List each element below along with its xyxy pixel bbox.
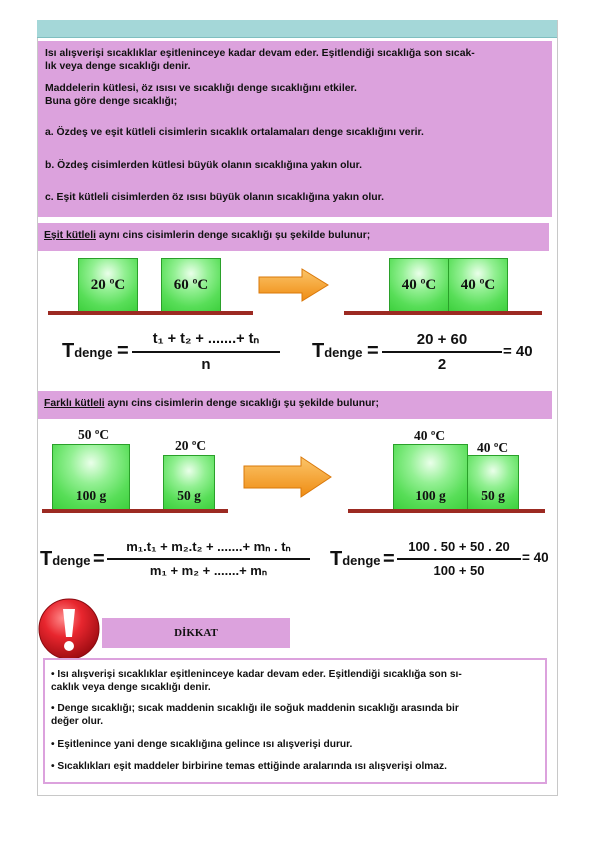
diff-mass-heading (38, 391, 552, 419)
ground-right-2 (348, 509, 545, 513)
intro-line-3: Maddelerin kütlesi, öz ısısı ve sıcaklığı denge sıcaklığını etkiler. (45, 83, 357, 94)
box-20c (78, 258, 138, 312)
example-diff-eq: = (383, 548, 395, 570)
formula-equal-T (62, 340, 113, 363)
example-equal-T (312, 340, 363, 363)
box-50g-mass: 50 g (177, 488, 201, 503)
equal-mass-heading (38, 223, 549, 251)
equal-mass-heading-rest: aynı cins cisimlerin denge sıcaklığı şu şekilde bulunur; (95, 230, 371, 241)
result-box-50g (467, 455, 519, 510)
note-2-line-2: değer olur. (51, 716, 104, 727)
intro-panel (38, 41, 552, 217)
result-box-50g-mass: 50 g (481, 488, 505, 503)
formula-diff-line (107, 558, 310, 560)
formula-equal-den: n (201, 356, 211, 373)
formula-equal-line (132, 351, 280, 353)
formula-diff-eq: = (93, 548, 105, 570)
note-4: • Sıcaklıkları eşit maddeler birbirine temas ettiğinde aralarında ısı alışverişi olmaz. (51, 761, 447, 772)
equal-mass-heading-underlined: Eşit kütleli (44, 230, 96, 241)
box-100g-mass: 100 g (75, 488, 107, 503)
box-100g (52, 444, 130, 510)
ground-right-1 (344, 311, 542, 315)
header-bar (37, 20, 557, 38)
diff-mass-heading-rest: aynı cins cisimlerin denge sıcaklığı şu şekilde bulunur; (104, 398, 379, 409)
diff-mass-heading-underlined: Farklı kütleli (44, 398, 105, 409)
result-box-100g-mass: 100 g (415, 488, 446, 503)
intro-line-1: Isı alışverişi sıcaklıklar eşitleninceye kadar devam eder. Eşitlendiği sıcaklığa son sıcak- (45, 48, 475, 59)
notes-box (43, 658, 547, 784)
box1-temp-label: 50 ºC (78, 427, 110, 442)
formula-sub: denge (74, 345, 113, 360)
arrow-right-icon (258, 268, 330, 302)
result-box-1 (389, 258, 449, 312)
example-equal-result: = 40 (503, 343, 533, 360)
formula-diff-num: m₁.t₁ + m₂.t₂ + .......+ mₙ . tₙ (126, 539, 291, 554)
result-box-100g (393, 444, 468, 510)
example-diff-T (330, 548, 381, 571)
intro-item-c: c. Eşit kütleli cisimlerden öz ısısı büyük olanın sıcaklığına yakın olur. (45, 192, 384, 203)
formula-T: T (62, 340, 75, 362)
intro-line-2: lık veya denge sıcaklığı denir. (45, 61, 191, 72)
result-box-1-label: 40 ºC (401, 277, 437, 293)
arrow-right-icon-2 (243, 456, 333, 498)
note-1-line-2: caklık veya denge sıcaklığı denir. (51, 682, 211, 693)
example-diff-line (397, 558, 521, 560)
example-equal-den: 2 (437, 356, 447, 373)
ground-left-2 (42, 509, 228, 513)
formula-diff-den: m₁ + m₂ + .......+ mₙ (149, 563, 268, 578)
result-temp-1: 40 ºC (414, 428, 446, 443)
box-60c (161, 258, 221, 312)
result-temp-2: 40 ºC (477, 440, 509, 455)
intro-item-a: a. Özdeş ve eşit kütleli cisimlerin sıcaklık ortalamaları denge sıcaklığını verir. (45, 127, 424, 138)
formula-equal-eq: = (117, 340, 129, 362)
box-50g (163, 455, 215, 510)
note-1-line-1: • Isı alışverişi sıcaklıklar eşitleninceye kadar devam eder. Eşitlendiği sıcaklığa son sı- (51, 669, 462, 680)
example-sub: denge (324, 345, 363, 360)
formula-equal-num: t₁ + t₂ + .......+ tₙ (152, 331, 260, 347)
box-20c-label: 20 ºC (90, 277, 126, 293)
dikkat-title: DİKKAT (102, 618, 290, 648)
result-box-2-label: 40 ºC (460, 277, 496, 293)
formula-diff-sub: denge (52, 553, 91, 568)
note-2-line-1: • Denge sıcaklığı; sıcak maddenin sıcaklığı ile soğuk maddenin sıcaklığı arasında bir (51, 703, 459, 714)
intro-item-b: b. Özdeş cisimlerden kütlesi büyük olanın sıcaklığına yakın olur. (45, 160, 363, 171)
example-T: T (312, 340, 325, 362)
warning-exclamation-icon (37, 597, 101, 661)
example-diff-num: 100 . 50 + 50 . 20 (408, 539, 510, 554)
example-diff-T-letter: T (330, 548, 343, 570)
example-diff-den: 100 + 50 (433, 563, 485, 578)
result-box-2 (448, 258, 508, 312)
formula-diff-T (40, 548, 91, 571)
note-3: • Eşitlenince yani denge sıcaklığına gelince ısı alışverişi durur. (51, 739, 353, 750)
box-60c-label: 60 ºC (173, 277, 209, 293)
ground-left-1 (48, 311, 253, 315)
box2-temp-label: 20 ºC (175, 438, 207, 453)
example-diff-result: = 40 (522, 550, 549, 565)
formula-diff-T-letter: T (40, 548, 53, 570)
intro-line-4: Buna göre denge sıcaklığı; (45, 96, 178, 107)
example-equal-line (382, 351, 502, 353)
example-diff-sub: denge (342, 553, 381, 568)
example-equal-num: 20 + 60 (416, 331, 468, 348)
example-equal-eq: = (367, 340, 379, 362)
